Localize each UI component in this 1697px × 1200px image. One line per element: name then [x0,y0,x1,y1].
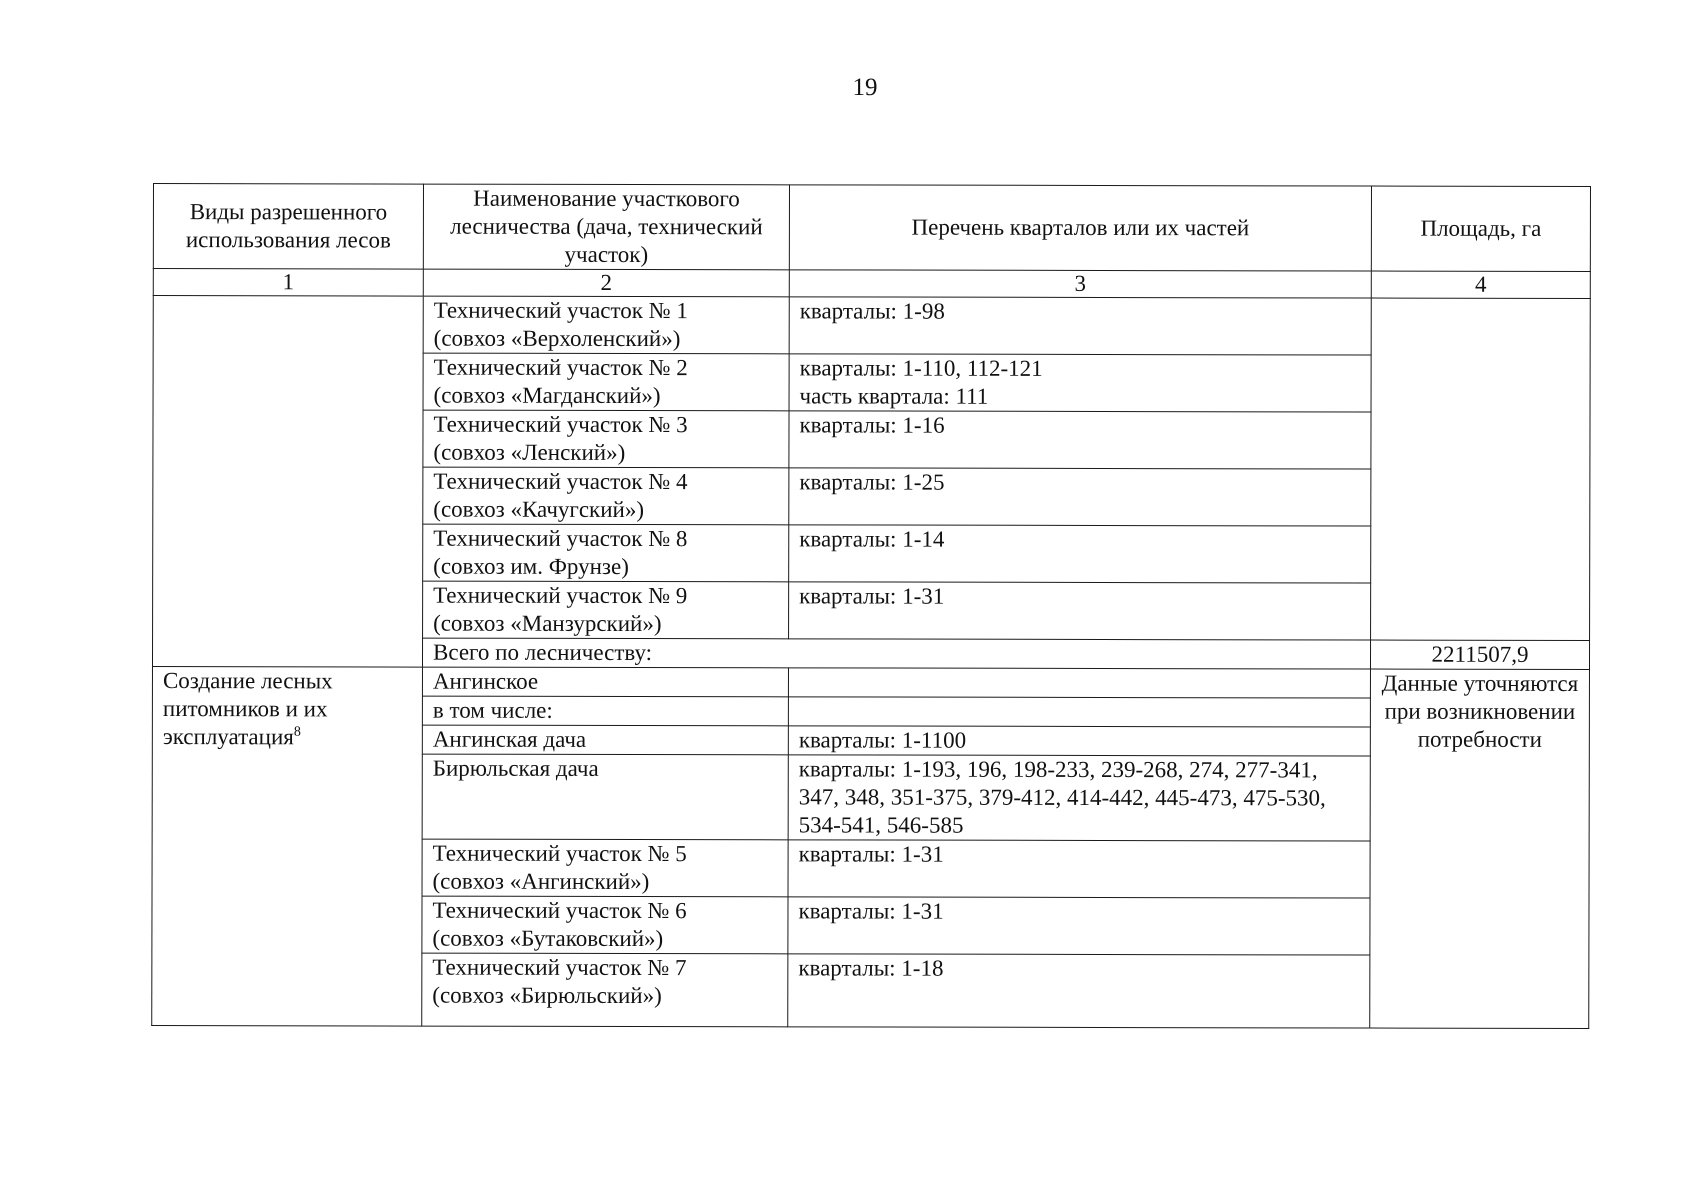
forestry-name-cell [423,296,789,354]
quarters-cell [788,668,1370,698]
forestry-name-cell: Ангинское [422,667,788,697]
forestry-name-line: Технический участок № 7 [432,954,687,981]
quarters-line: кварталы: 1-14 [799,526,945,552]
forestry-name-line: Технический участок № 2 [433,354,688,381]
forestry-name-cell [423,467,789,525]
quarters-line: кварталы: 1-16 [799,412,945,438]
forestry-name-line: (совхоз «Манзурский») [433,610,662,637]
table-row [153,296,1590,356]
forestry-name-cell [422,896,788,954]
quarters-cell: кварталы: 1-31 [788,897,1370,955]
total-label: Всего по лесничеству: [422,638,1370,669]
table-header-row [153,184,1590,272]
quarters-cell [789,297,1371,355]
total-area: 2211507,9 [1370,640,1589,669]
forestry-name-line: Технический участок № 3 [433,411,688,438]
forestry-name-line: (совхоз «Качугский») [433,496,645,523]
header-quarters-list: Перечень кварталов или их частей [789,185,1371,271]
forestry-name-cell: в том числе: [422,696,788,726]
area-cell-empty [1371,298,1591,640]
forestry-name-line: Технический участок № 6 [432,897,687,924]
forestry-name-line: (совхоз «Ангинский») [432,868,650,895]
forestry-name-line: Технический участок № 8 [433,525,688,552]
header-use-type: Виды разрешенного использования лесов [153,184,423,270]
forestry-name-cell [423,410,789,468]
forestry-name-cell [423,524,789,582]
forestry-name-line: (совхоз «Бутаковский») [432,925,664,952]
quarters-cell [789,411,1371,469]
forestry-name-cell: Ангинская дача [422,725,788,755]
quarters-cell: кварталы: 1-18 [788,954,1370,1028]
column-number-1: 1 [153,269,423,297]
forestry-name-cell [422,839,788,897]
quarters-cell [789,525,1371,583]
forestry-name-cell: Бирюльская дача [422,754,788,840]
use-type-cell [152,667,423,1027]
forestry-name-line: (совхоз «Магданский») [433,382,661,409]
forestry-name-line: (совхоз «Верхоленский») [433,325,681,352]
quarters-cell [789,468,1371,526]
forestry-name-cell [423,353,789,411]
quarters-cell [789,582,1371,640]
column-number-3: 3 [789,270,1371,298]
use-type-text: Создание лесных питомников и их эксплуатация [162,668,333,750]
forestry-name-line: (совхоз «Бирюльский») [432,982,662,1009]
footnote-marker: 8 [293,724,301,740]
forestry-name-cell [422,953,788,1027]
quarters-cell: кварталы: 1-193, 196, 198-233, 239-268, 274, 277-341, 347, 348, 351-375, 379-412, 414-442, 445-473, 475-530, 534-541, 546-585 [788,755,1370,841]
column-number-4: 4 [1371,271,1590,298]
quarters-line: кварталы: 1-98 [799,298,945,324]
quarters-cell [788,697,1370,727]
forestry-name-line: (совхоз им. Фрунзе) [433,553,629,579]
forestry-name-line: Технический участок № 4 [433,468,688,495]
quarters-line: кварталы: 1-31 [799,583,945,609]
column-number-row [153,269,1590,299]
table-row [152,667,1589,699]
quarters-cell: кварталы: 1-1100 [788,726,1370,756]
quarters-cell [789,354,1371,412]
quarters-cell: кварталы: 1-31 [788,840,1370,898]
forestry-name-line: Технический участок № 1 [433,297,688,324]
page-number: 19 [852,74,878,101]
quarters-line: кварталы: 1-25 [799,469,945,495]
forestry-name-line: Технический участок № 5 [432,840,687,867]
forestry-name-cell [423,581,789,639]
quarters-line: часть квартала: 111 [799,383,989,409]
header-area: Площадь, га [1371,186,1590,271]
forestry-name-line: Технический участок № 9 [433,582,688,609]
column-number-2: 2 [423,269,789,297]
forestry-name-line: (совхоз «Ленский») [433,439,626,465]
use-type-cell-empty [152,296,423,668]
area-note-cell: Данные уточняются при возникновении потребности [1370,669,1590,1028]
header-forestry-name: Наименование участкового лесничества (дача, технический участок) [423,184,789,270]
forest-use-table [151,183,1591,1029]
quarters-line: кварталы: 1-110, 112-121 [799,355,1043,381]
